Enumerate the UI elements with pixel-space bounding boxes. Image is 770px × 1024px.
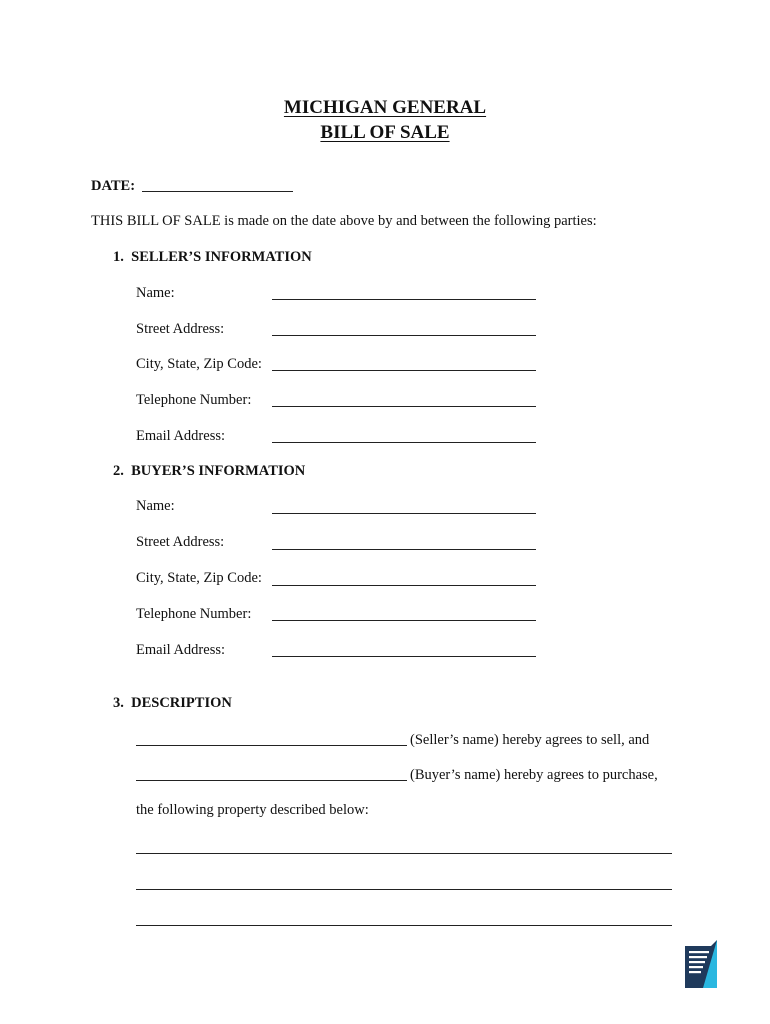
seller-email-field[interactable] — [272, 442, 536, 443]
property-description-line-3[interactable] — [136, 925, 672, 926]
buyer-email-field[interactable] — [272, 656, 536, 657]
buyer-street-field[interactable] — [272, 549, 536, 550]
buyer-city-field[interactable] — [272, 585, 536, 586]
seller-street-label: Street Address: — [136, 321, 225, 337]
buyer-section-heading: 2. BUYER’S INFORMATION — [113, 463, 306, 479]
document-logo-icon — [683, 938, 719, 992]
seller-agreement-text: (Seller’s name) hereby agrees to sell, and — [410, 732, 650, 748]
document-title-line-2: BILL OF SALE — [320, 122, 450, 143]
property-description-line-1[interactable] — [136, 853, 672, 854]
description-section-heading: 3. DESCRIPTION — [113, 695, 232, 711]
seller-name-blank[interactable] — [136, 745, 407, 746]
property-intro-text: the following property described below: — [136, 802, 369, 818]
property-description-line-2[interactable] — [136, 889, 672, 890]
seller-name-field[interactable] — [272, 299, 536, 300]
seller-email-label: Email Address: — [136, 428, 226, 444]
buyer-city-label: City, State, Zip Code: — [136, 570, 262, 586]
seller-city-label: City, State, Zip Code: — [136, 356, 262, 372]
seller-city-field[interactable] — [272, 370, 536, 371]
buyer-street-label: Street Address: — [136, 534, 225, 550]
buyer-agreement-text: (Buyer’s name) hereby agrees to purchase, — [410, 767, 658, 783]
seller-section-heading: 1. SELLER’S INFORMATION — [113, 249, 312, 265]
buyer-name-label: Name: — [136, 498, 175, 514]
date-field[interactable] — [142, 191, 293, 192]
buyer-name-field[interactable] — [272, 513, 536, 514]
buyer-phone-label: Telephone Number: — [136, 606, 252, 622]
seller-phone-field[interactable] — [272, 406, 536, 407]
buyer-phone-field[interactable] — [272, 620, 536, 621]
seller-street-field[interactable] — [272, 335, 536, 336]
seller-phone-label: Telephone Number: — [136, 392, 252, 408]
date-label: DATE: — [91, 178, 136, 194]
buyer-email-label: Email Address: — [136, 642, 226, 658]
seller-name-label: Name: — [136, 285, 175, 301]
buyer-name-blank[interactable] — [136, 780, 407, 781]
document-title-line-1: MICHIGAN GENERAL — [283, 97, 487, 118]
intro-text: THIS BILL OF SALE is made on the date above by and between the following parties: — [91, 213, 597, 229]
